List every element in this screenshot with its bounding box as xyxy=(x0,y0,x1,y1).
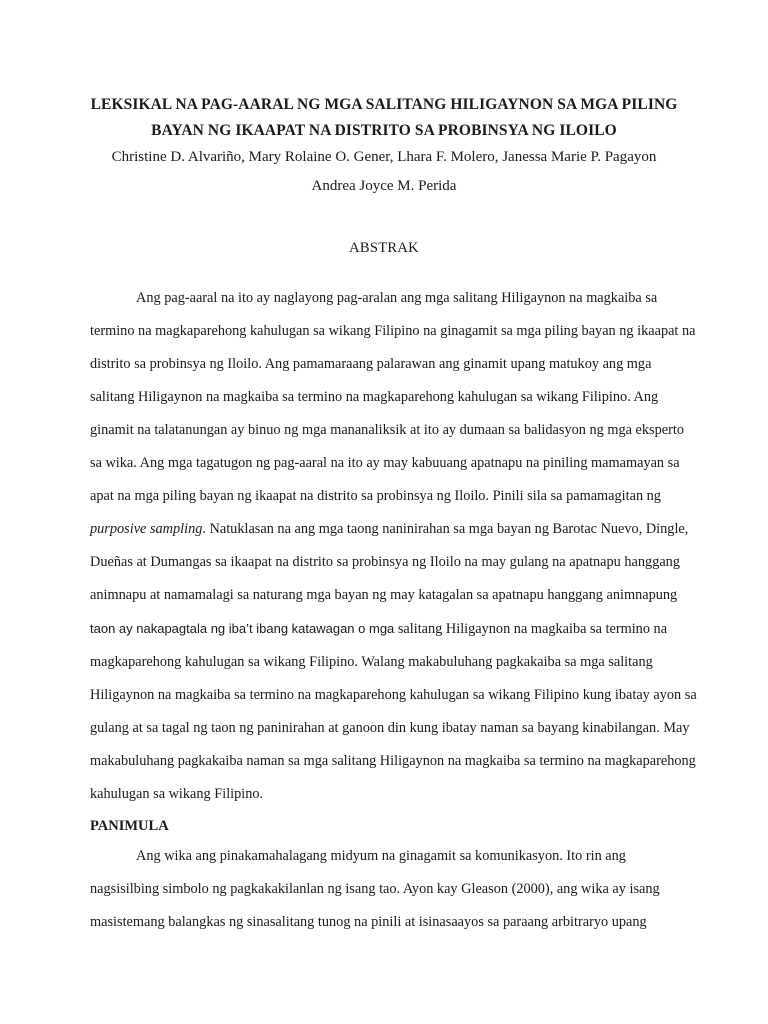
abstract-line: apat na mga piling bayan ng ikaapat na distrito sa probinsya ng Iloilo. Pinili sila sa pamamagitan ng xyxy=(90,488,661,504)
abstract-line-text: . Natuklasan na ang mga taong naninirahan sa mga bayan ng Barotac Nuevo, Dingle, xyxy=(202,521,689,537)
abstract-line-text: salitang Hiligaynon na magkaiba sa termino na xyxy=(394,621,668,637)
abstract-line: animnapu at namamalagi sa naturang mga bayan ng may katagalan sa apatnapu hanggang animnapung xyxy=(90,587,678,603)
intro-line: masistemang balangkas ng sinasalitang tunog na pinili at isinasaayos sa paraang arbitraryo upang xyxy=(90,914,647,930)
italic-term: purposive sampling xyxy=(90,521,203,537)
authors-line-1: Christine D. Alvariño, Mary Rolaine O. Gener, Lhara F. Molero, Janessa Marie P. Pagayon xyxy=(111,149,657,165)
intro-body xyxy=(90,840,680,939)
abstract-heading: ABSTRAK xyxy=(349,240,419,256)
title-line-2: BAYAN NG IKAAPAT NA DISTRITO SA PROBINSYA NG ILOILO xyxy=(151,122,617,139)
abstract-line: kahulugan sa wikang Filipino. xyxy=(90,786,264,802)
abstract-line: ginamit na talatanungan ay binuo ng mga mananaliksik at ito ay dumaan sa balidasyon ng mga eksperto xyxy=(90,422,684,438)
abstract-line: makabuluhang pagkakaiba naman sa mga salitang Hiligaynon na magkaiba sa termino na magkaparehong xyxy=(90,753,696,769)
intro-line: nagsisilbing simbolo ng pagkakakilanlan ng isang tao. Ayon kay Gleason (2000), ang wika ay isang xyxy=(90,881,660,897)
author-list xyxy=(60,143,708,201)
abstract-body xyxy=(90,282,697,811)
abstract-line: Ang pag-aaral na ito ay naglayong pag-aralan ang mga salitang Hiligaynon na magkaiba sa xyxy=(136,290,658,306)
sans-fragment: taon ay nakapagtala ng iba’t ibang katawagan o mga xyxy=(90,621,395,636)
abstract-line: distrito sa probinsya ng Iloilo. Ang pamamaraang palarawan ang ginamit upang matukoy ang mga xyxy=(90,356,652,372)
abstract-line: magkaparehong kahulugan sa wikang Filipino. Walang makabuluhang pagkakaiba sa mga salitang xyxy=(90,654,653,670)
abstract-line xyxy=(90,513,689,546)
intro-heading: PANIMULA xyxy=(90,818,169,834)
intro-line: Ang wika ang pinakamahalagang midyum na ginagamit sa komunikasyon. Ito rin ang xyxy=(136,848,626,864)
abstract-line: gulang at sa tagal ng taon ng paninirahan at ganoon din kung ibatay naman sa bayang kinabilangan. May xyxy=(90,720,690,736)
abstract-line: salitang Hiligaynon na magkaiba sa termino na magkaparehong kahulugan sa wikang Filipino. Ang xyxy=(90,389,659,405)
paper-title xyxy=(60,92,708,144)
abstract-line: Hiligaynon na magkaiba sa termino na magkaparehong kahulugan sa wikang Filipino kung ibatay ayon sa xyxy=(90,687,697,703)
abstract-line: sa wika. Ang mga tagatugon ng pag-aaral na ito ay may kabuuang apatnapu na piniling mamamayan sa xyxy=(90,455,680,471)
title-line-1: LEKSIKAL NA PAG-AARAL NG MGA SALITANG HILIGAYNON SA MGA PILING xyxy=(90,96,678,113)
abstract-line: termino na magkaparehong kahulugan sa wikang Filipino na ginagamit sa mga piling bayan ng ikaapat na xyxy=(90,323,696,339)
authors-line-2: Andrea Joyce M. Perida xyxy=(311,178,457,194)
abstract-line: Dueñas at Dumangas sa ikaapat na distrito sa probinsya ng Iloilo na may gulang na apatnapu hanggang xyxy=(90,554,680,570)
abstract-line xyxy=(90,612,680,646)
